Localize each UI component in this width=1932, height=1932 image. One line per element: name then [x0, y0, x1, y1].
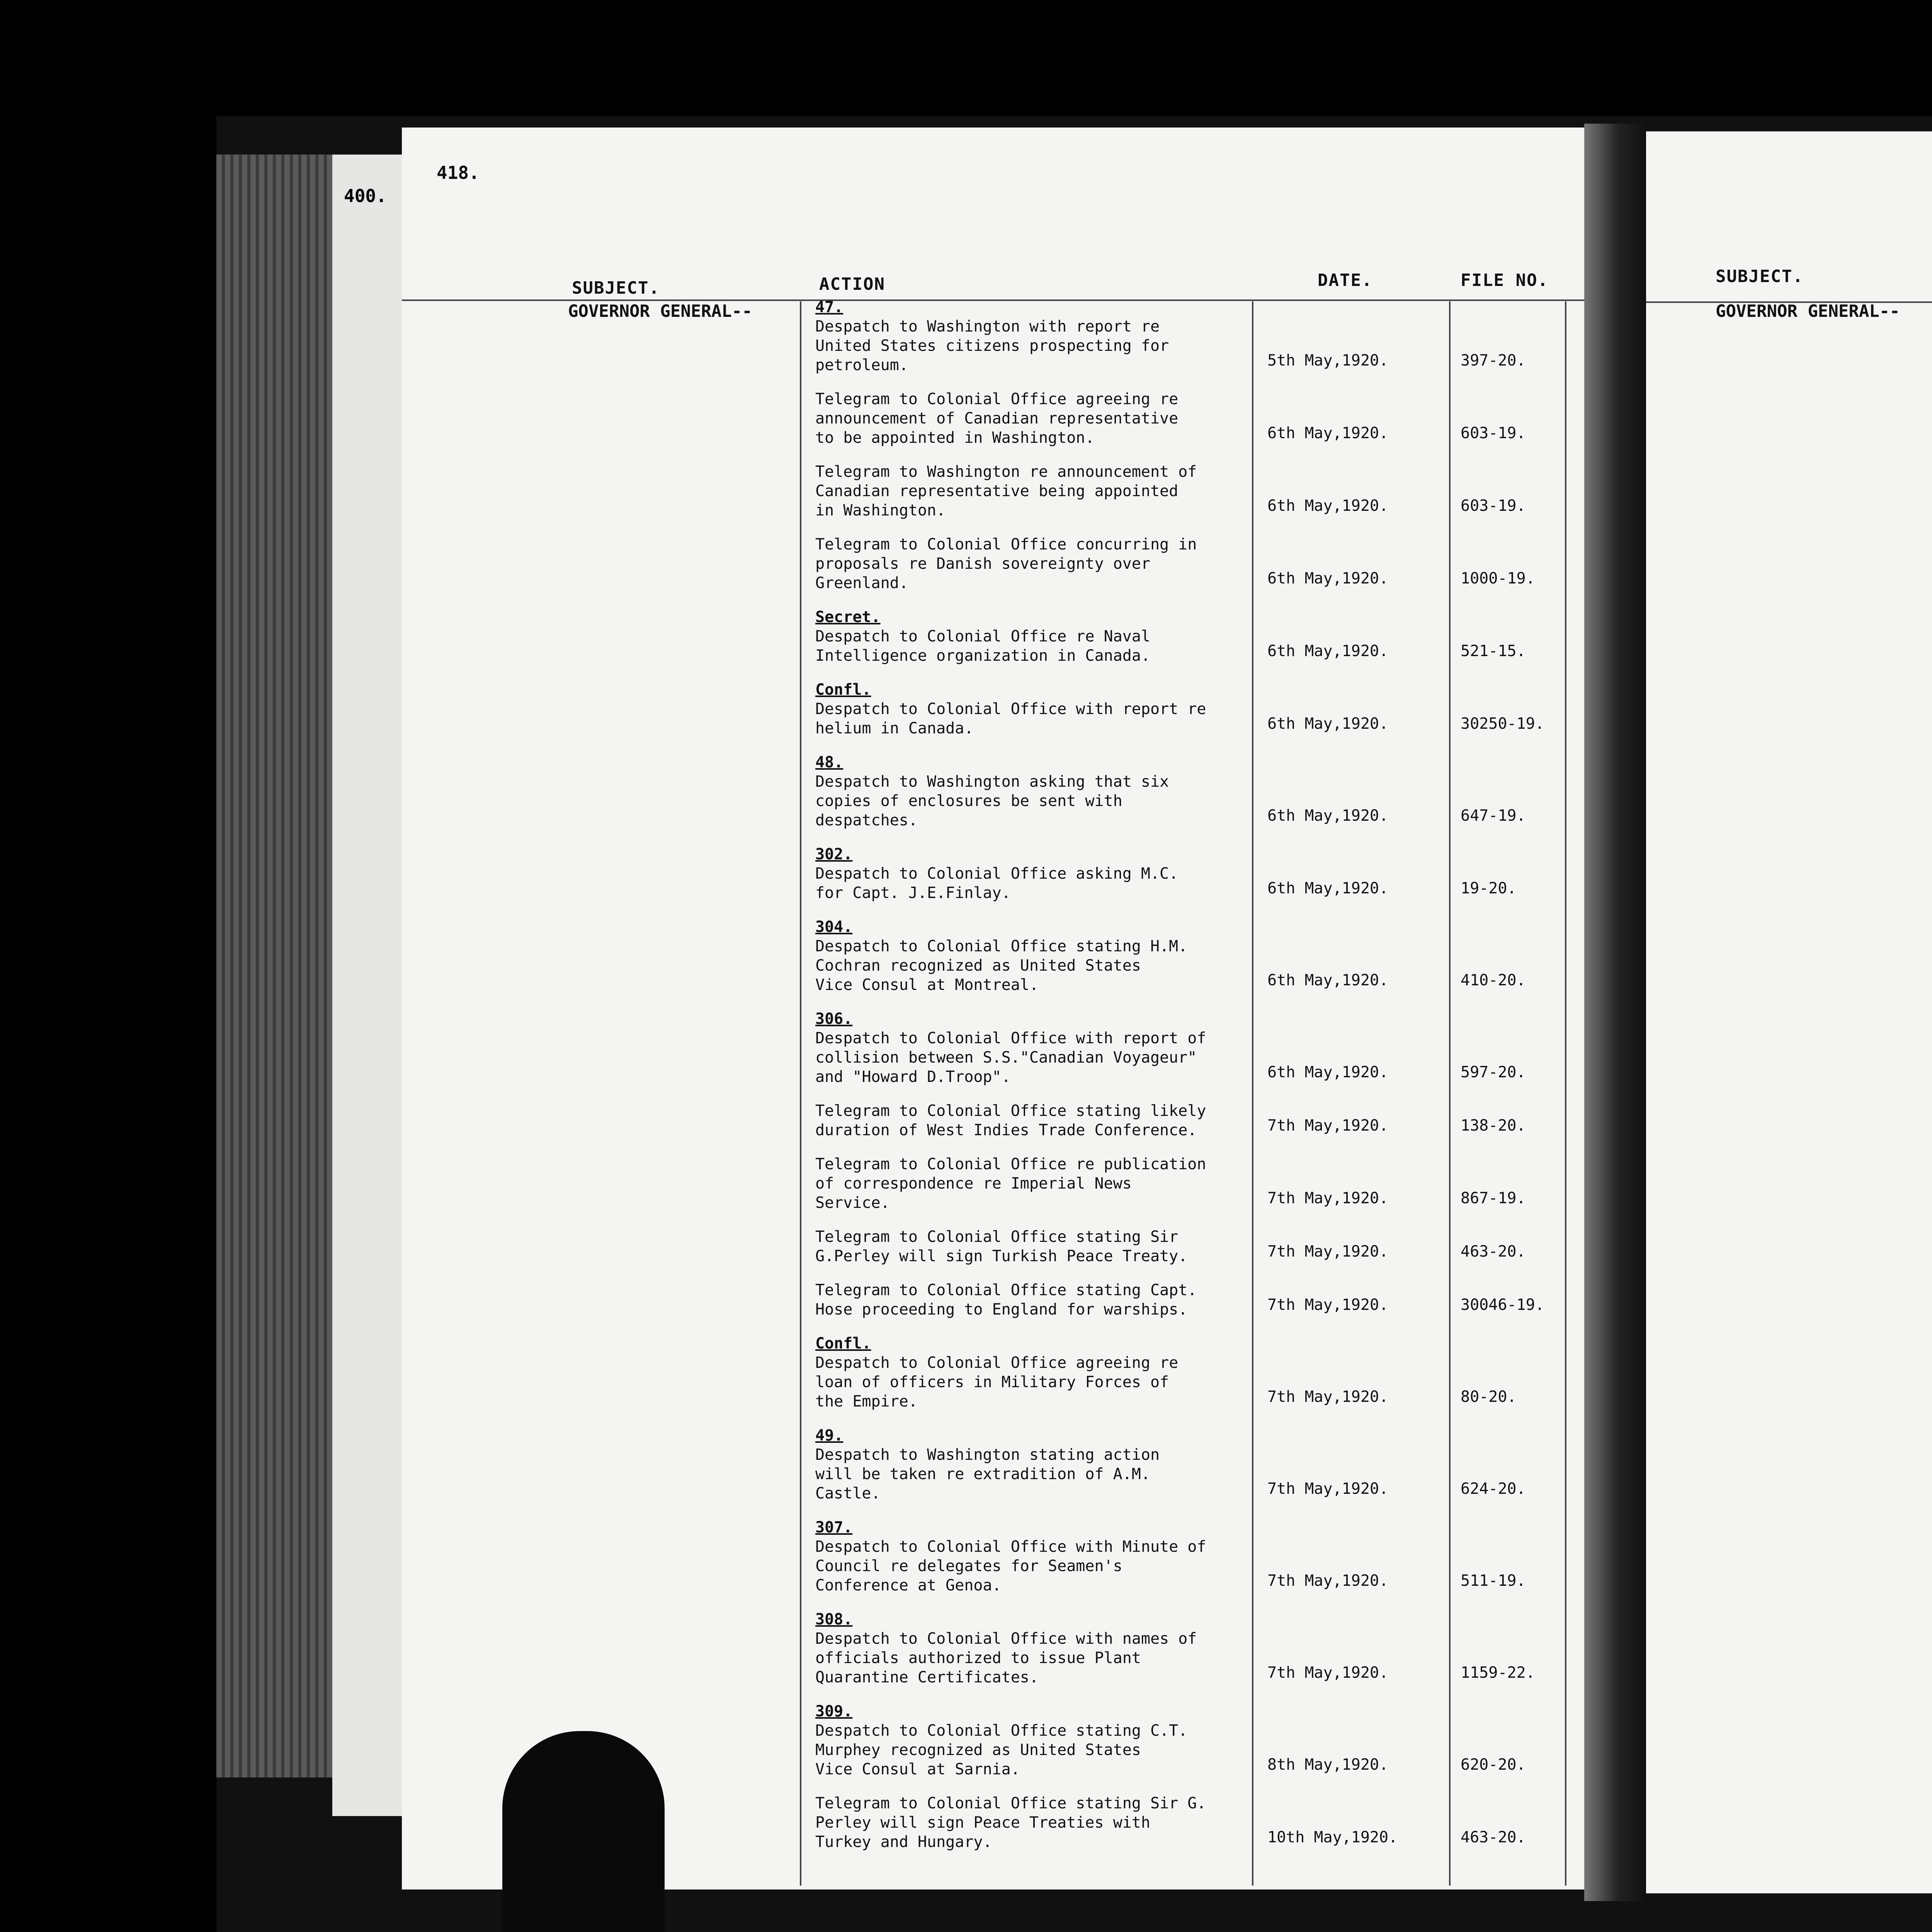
entry-ref: 48.	[815, 753, 844, 771]
entry-date: 6th May,1920.	[1267, 715, 1389, 733]
entry-file-number: 603-19.	[1461, 424, 1526, 442]
subject-cell: GOVERNOR GENERAL--	[1716, 301, 1900, 321]
subject-cell: GOVERNOR GENERAL--	[568, 301, 752, 321]
entry-row	[815, 462, 1197, 520]
entry-date: 6th May,1920.	[1267, 879, 1389, 897]
column-rule-end	[1565, 301, 1566, 1886]
entry-row	[815, 1101, 1206, 1140]
left-page	[402, 128, 1584, 1889]
entry-action: Telegram to Colonial Office re publication of correspondence re Imperial News Service.	[815, 1155, 1206, 1212]
page-number: 418.	[437, 162, 480, 183]
entry-ref: 308.	[815, 1611, 853, 1628]
entry-row	[815, 389, 1178, 447]
entry-action: Telegram to Colonial Office stating Sir G.Perley will sign Turkish Peace Treaty.	[815, 1228, 1188, 1265]
entry-ref: 306.	[815, 1010, 853, 1028]
entry-ref: 302.	[815, 845, 853, 863]
entry-row	[815, 1334, 1178, 1411]
entry-action: Despatch to Colonial Office asking M.C. for Capt. J.E.Finlay.	[815, 865, 1179, 902]
entry-ref: 307.	[815, 1519, 853, 1536]
entry-date: 7th May,1920.	[1267, 1296, 1389, 1314]
entry-row	[815, 1702, 1187, 1779]
entry-date: 6th May,1920.	[1267, 971, 1389, 989]
entry-file-number: 19-20.	[1461, 879, 1517, 897]
entry-row	[815, 1610, 1197, 1687]
entry-file-number: 138-20.	[1461, 1117, 1526, 1134]
entry-row	[815, 1426, 1160, 1503]
entry-file-number: 30046-19.	[1461, 1296, 1544, 1314]
thumb-shadow	[502, 1731, 665, 1932]
entry-row	[815, 1281, 1197, 1319]
entry-ref: 309.	[815, 1702, 853, 1720]
entry-action: Telegram to Colonial Office stating likely duration of West Indies Trade Conference.	[815, 1102, 1206, 1139]
entry-row	[815, 1009, 1206, 1087]
entry-action: Despatch to Colonial Office with report of collision between S.S."Canadian Voyageur" and "Howard D.Troop".	[815, 1029, 1206, 1086]
right-page	[1646, 131, 1932, 1893]
entry-action: Telegram to Colonial Office agreeing re announcement of Canadian representative to be appointed in Washington.	[815, 390, 1179, 447]
entry-ref: 49.	[815, 1427, 844, 1444]
entry-action: Telegram to Washington re announcement of Canadian representative being appointed in Washington.	[815, 463, 1197, 519]
header-subject: SUBJECT.	[572, 278, 660, 298]
entry-date: 7th May,1920.	[1267, 1664, 1389, 1682]
entry-ref: Secret.	[815, 608, 881, 626]
entry-action: Despatch to Colonial Office stating H.M. Cochran recognized as United States Vice Consul at Montreal.	[815, 937, 1188, 994]
entry-date: 7th May,1920.	[1267, 1189, 1389, 1207]
entry-file-number: 463-20.	[1461, 1828, 1526, 1846]
entry-date: 6th May,1920.	[1267, 642, 1389, 660]
entry-file-number: 410-20.	[1461, 971, 1526, 989]
entry-date: 6th May,1920.	[1267, 807, 1389, 825]
entry-row	[815, 535, 1197, 593]
entry-file-number: 1159-22.	[1461, 1664, 1535, 1682]
entry-row	[815, 680, 1206, 738]
entry-ref: Confl.	[815, 681, 871, 699]
column-rule-file	[1449, 301, 1451, 1886]
header-subject: SUBJECT.	[1716, 267, 1804, 286]
entry-file-number: 1000-19.	[1461, 570, 1535, 587]
entry-row	[815, 607, 1150, 665]
entry-action: Despatch to Colonial Office with names of officials authorized to issue Plant Quarantine Certificates.	[815, 1630, 1197, 1686]
entry-action: Despatch to Colonial Office stating C.T. Murphey recognized as United States Vice Consul at Sarnia.	[815, 1722, 1188, 1778]
entry-ref: Confl.	[815, 1335, 871, 1352]
entry-file-number: 463-20.	[1461, 1243, 1526, 1260]
entry-date: 6th May,1920.	[1267, 497, 1389, 515]
entry-file-number: 603-19.	[1461, 497, 1526, 515]
entry-date: 6th May,1920.	[1267, 1063, 1389, 1081]
entry-date: 10th May,1920.	[1267, 1828, 1398, 1846]
entry-file-number: 80-20.	[1461, 1388, 1517, 1406]
entry-row	[815, 1794, 1206, 1852]
entry-date: 7th May,1920.	[1267, 1572, 1389, 1590]
entry-file-number: 521-15.	[1461, 642, 1526, 660]
entry-row	[815, 917, 1187, 995]
entry-row	[815, 1155, 1206, 1213]
entry-row	[815, 1227, 1187, 1266]
entry-file-number: 624-20.	[1461, 1480, 1526, 1498]
entry-date: 5th May,1920.	[1267, 352, 1389, 369]
entry-row	[815, 1518, 1206, 1595]
entry-file-number: 511-19.	[1461, 1572, 1526, 1590]
column-rule-action	[800, 301, 801, 1886]
entry-action: Telegram to Colonial Office concurring in proposals re Danish sovereignty over Greenland.	[815, 536, 1197, 592]
entry-file-number: 597-20.	[1461, 1063, 1526, 1081]
entry-file-number: 647-19.	[1461, 807, 1526, 825]
entry-file-number: 867-19.	[1461, 1189, 1526, 1207]
header-date: DATE.	[1318, 270, 1373, 290]
header-file: FILE NO.	[1461, 270, 1549, 290]
entry-action: Despatch to Washington with report re United States citizens prospecting for petroleum.	[815, 318, 1169, 374]
entry-date: 7th May,1920.	[1267, 1388, 1389, 1406]
book-gutter	[1584, 124, 1646, 1901]
entry-date: 7th May,1920.	[1267, 1117, 1389, 1134]
entry-action: Despatch to Colonial Office with report re helium in Canada.	[815, 700, 1206, 737]
entry-row	[815, 845, 1178, 903]
entry-action: Despatch to Washington stating action will be taken re extradition of A.M. Castle.	[815, 1446, 1160, 1502]
entry-date: 8th May,1920.	[1267, 1756, 1389, 1774]
entry-action: Telegram to Colonial Office stating Capt. Hose proceeding to England for warships.	[815, 1281, 1197, 1318]
under-page-number: 400.	[344, 185, 387, 206]
header-action: ACTION	[819, 274, 885, 294]
entry-file-number: 30250-19.	[1461, 715, 1544, 733]
entry-date: 7th May,1920.	[1267, 1243, 1389, 1260]
entry-ref: 47.	[815, 298, 844, 316]
entry-date: 7th May,1920.	[1267, 1480, 1389, 1498]
entry-action: Despatch to Colonial Office with Minute of Council re delegates for Seamen's Conference at Genoa.	[815, 1538, 1206, 1594]
entry-action: Despatch to Washington asking that six copies of enclosures be sent with despatches.	[815, 773, 1169, 829]
entry-date: 6th May,1920.	[1267, 424, 1389, 442]
entry-action: Despatch to Colonial Office agreeing re loan of officers in Military Forces of the Empire.	[815, 1354, 1179, 1410]
entry-ref: 304.	[815, 918, 853, 936]
underlying-page	[332, 155, 402, 1816]
column-rule-date	[1252, 301, 1253, 1886]
entry-date: 6th May,1920.	[1267, 570, 1389, 587]
entry-action: Telegram to Colonial Office stating Sir G. Perley will sign Peace Treaties with Turkey and Hungary.	[815, 1794, 1206, 1851]
entry-row	[815, 298, 1169, 375]
entry-row	[815, 753, 1169, 830]
entry-action: Despatch to Colonial Office re Naval Intelligence organization in Canada.	[815, 628, 1150, 665]
entry-file-number: 397-20.	[1461, 352, 1526, 369]
entry-file-number: 620-20.	[1461, 1756, 1526, 1774]
